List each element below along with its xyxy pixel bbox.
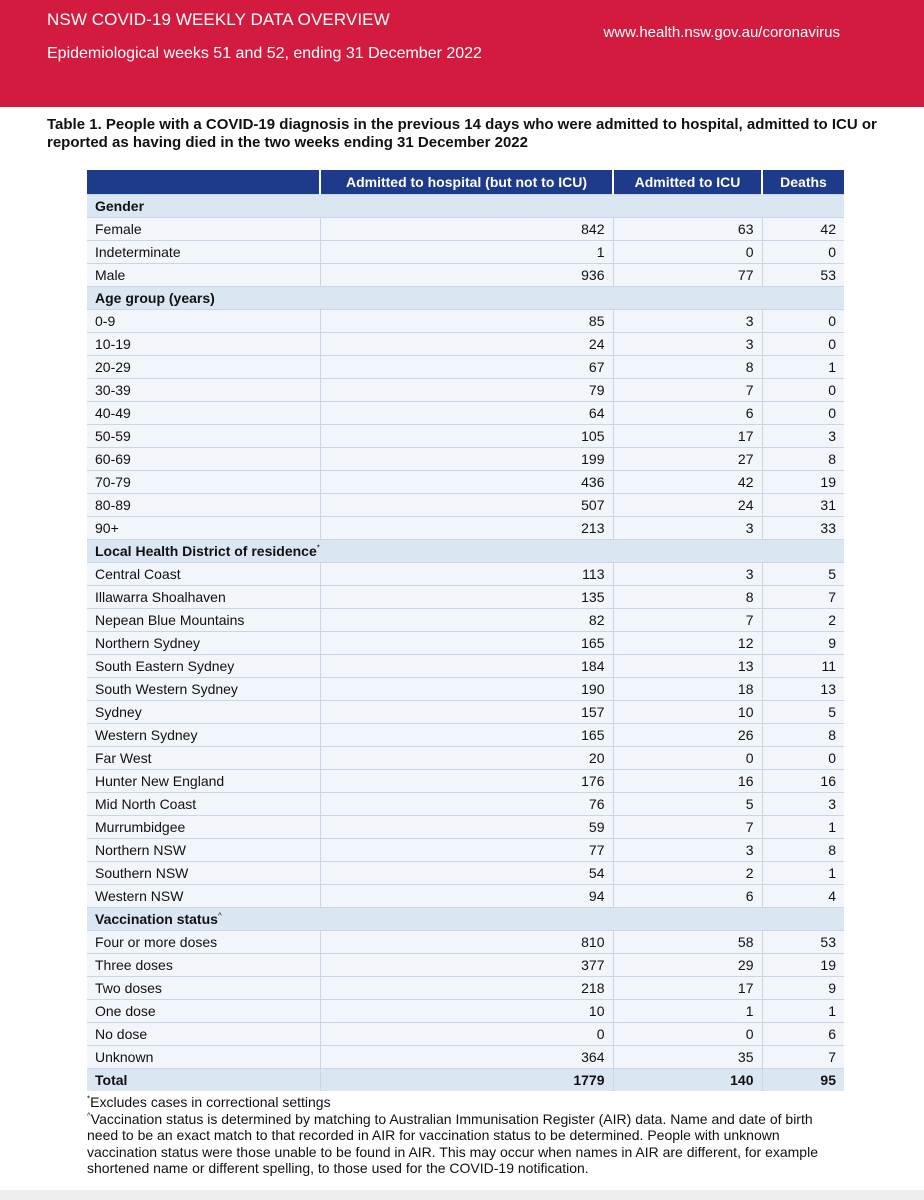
row-label: Female bbox=[87, 217, 320, 240]
icu-count: 2 bbox=[613, 861, 762, 884]
hospital-count: 135 bbox=[320, 585, 613, 608]
deaths-count: 0 bbox=[762, 332, 844, 355]
column-header-icu: Admitted to ICU bbox=[613, 170, 762, 194]
icu-count: 6 bbox=[613, 401, 762, 424]
deaths-count: 0 bbox=[762, 240, 844, 263]
deaths-count: 0 bbox=[762, 746, 844, 769]
hospital-count: 54 bbox=[320, 861, 613, 884]
total-label: Total bbox=[87, 1068, 320, 1091]
icu-count: 63 bbox=[613, 217, 762, 240]
row-label: Two doses bbox=[87, 976, 320, 999]
icu-count: 3 bbox=[613, 516, 762, 539]
icu-count: 42 bbox=[613, 470, 762, 493]
row-label: Illawarra Shoalhaven bbox=[87, 585, 320, 608]
row-label: Far West bbox=[87, 746, 320, 769]
hospital-count: 82 bbox=[320, 608, 613, 631]
hospital-count: 184 bbox=[320, 654, 613, 677]
icu-count: 3 bbox=[613, 332, 762, 355]
total-icu: 140 bbox=[613, 1068, 762, 1091]
row-label: One dose bbox=[87, 999, 320, 1022]
row-label: Northern NSW bbox=[87, 838, 320, 861]
section-row bbox=[87, 194, 844, 217]
table-row bbox=[87, 700, 844, 723]
row-label: Indeterminate bbox=[87, 240, 320, 263]
deaths-count: 5 bbox=[762, 562, 844, 585]
row-label: 0-9 bbox=[87, 309, 320, 332]
row-label: Nepean Blue Mountains bbox=[87, 608, 320, 631]
column-header-category bbox=[87, 170, 320, 194]
section-title-text: Vaccination status bbox=[95, 910, 218, 927]
column-header-deaths: Deaths bbox=[762, 170, 844, 194]
table-row bbox=[87, 631, 844, 654]
table-row bbox=[87, 953, 844, 976]
row-label: Hunter New England bbox=[87, 769, 320, 792]
hospital-count: 64 bbox=[320, 401, 613, 424]
footnote bbox=[87, 1111, 847, 1177]
section-title-text: Gender bbox=[95, 197, 145, 214]
icu-count: 35 bbox=[613, 1045, 762, 1068]
icu-count: 12 bbox=[613, 631, 762, 654]
hospital-count: 76 bbox=[320, 792, 613, 815]
table-row bbox=[87, 999, 844, 1022]
section-row bbox=[87, 539, 844, 562]
row-label: Mid North Coast bbox=[87, 792, 320, 815]
hospital-count: 165 bbox=[320, 723, 613, 746]
table-row bbox=[87, 608, 844, 631]
section-title-text: Age group (years) bbox=[95, 289, 215, 306]
table-row bbox=[87, 976, 844, 999]
row-label: 30-39 bbox=[87, 378, 320, 401]
icu-count: 18 bbox=[613, 677, 762, 700]
icu-count: 3 bbox=[613, 562, 762, 585]
footnote-mark: * bbox=[87, 1094, 91, 1104]
hospital-count: 77 bbox=[320, 838, 613, 861]
hospital-count: 157 bbox=[320, 700, 613, 723]
deaths-count: 6 bbox=[762, 1022, 844, 1045]
hospital-count: 94 bbox=[320, 884, 613, 907]
row-label: 60-69 bbox=[87, 447, 320, 470]
table-row bbox=[87, 516, 844, 539]
icu-count: 6 bbox=[613, 884, 762, 907]
hospital-count: 199 bbox=[320, 447, 613, 470]
page-edge bbox=[0, 1190, 924, 1200]
hospital-count: 507 bbox=[320, 493, 613, 516]
report-subtitle: Epidemiological weeks 51 and 52, ending 31 December 2022 bbox=[47, 45, 482, 62]
icu-count: 17 bbox=[613, 424, 762, 447]
hospital-count: 165 bbox=[320, 631, 613, 654]
table-row bbox=[87, 217, 844, 240]
row-label: 40-49 bbox=[87, 401, 320, 424]
hospital-count: 842 bbox=[320, 217, 613, 240]
hospital-count: 436 bbox=[320, 470, 613, 493]
icu-count: 27 bbox=[613, 447, 762, 470]
row-label: 80-89 bbox=[87, 493, 320, 516]
section-row bbox=[87, 907, 844, 930]
hospital-count: 176 bbox=[320, 769, 613, 792]
table-row bbox=[87, 240, 844, 263]
deaths-count: 2 bbox=[762, 608, 844, 631]
icu-count: 8 bbox=[613, 585, 762, 608]
row-label: Southern NSW bbox=[87, 861, 320, 884]
deaths-count: 1 bbox=[762, 355, 844, 378]
hospital-count: 936 bbox=[320, 263, 613, 286]
data-table bbox=[87, 170, 844, 1091]
icu-count: 7 bbox=[613, 378, 762, 401]
deaths-count: 3 bbox=[762, 424, 844, 447]
footnote-text: Excludes cases in correctional settings bbox=[90, 1094, 331, 1110]
hospital-count: 1 bbox=[320, 240, 613, 263]
row-label: 70-79 bbox=[87, 470, 320, 493]
hospital-count: 20 bbox=[320, 746, 613, 769]
total-deaths: 95 bbox=[762, 1068, 844, 1091]
icu-count: 7 bbox=[613, 608, 762, 631]
table-row bbox=[87, 838, 844, 861]
row-label: Four or more doses bbox=[87, 930, 320, 953]
row-label: 90+ bbox=[87, 516, 320, 539]
row-label: Central Coast bbox=[87, 562, 320, 585]
total-hospital: 1779 bbox=[320, 1068, 613, 1091]
footnote bbox=[87, 1094, 847, 1111]
table-row bbox=[87, 493, 844, 516]
hospital-count: 24 bbox=[320, 332, 613, 355]
row-label: Western Sydney bbox=[87, 723, 320, 746]
icu-count: 5 bbox=[613, 792, 762, 815]
table-row bbox=[87, 792, 844, 815]
deaths-count: 19 bbox=[762, 470, 844, 493]
icu-count: 8 bbox=[613, 355, 762, 378]
row-label: Murrumbidgee bbox=[87, 815, 320, 838]
section-row bbox=[87, 286, 844, 309]
icu-count: 26 bbox=[613, 723, 762, 746]
table-row bbox=[87, 424, 844, 447]
total-row bbox=[87, 1068, 844, 1091]
icu-count: 0 bbox=[613, 1022, 762, 1045]
deaths-count: 11 bbox=[762, 654, 844, 677]
deaths-count: 33 bbox=[762, 516, 844, 539]
row-label: Northern Sydney bbox=[87, 631, 320, 654]
icu-count: 0 bbox=[613, 240, 762, 263]
deaths-count: 0 bbox=[762, 401, 844, 424]
icu-count: 3 bbox=[613, 838, 762, 861]
icu-count: 24 bbox=[613, 493, 762, 516]
table-row bbox=[87, 585, 844, 608]
hospital-count: 67 bbox=[320, 355, 613, 378]
table-row bbox=[87, 401, 844, 424]
column-header-hospital: Admitted to hospital (but not to ICU) bbox=[320, 170, 613, 194]
icu-count: 17 bbox=[613, 976, 762, 999]
hospital-count: 105 bbox=[320, 424, 613, 447]
deaths-count: 7 bbox=[762, 1045, 844, 1068]
hospital-count: 113 bbox=[320, 562, 613, 585]
row-label: Three doses bbox=[87, 953, 320, 976]
hospital-count: 810 bbox=[320, 930, 613, 953]
deaths-count: 13 bbox=[762, 677, 844, 700]
deaths-count: 4 bbox=[762, 884, 844, 907]
section-title bbox=[87, 194, 844, 217]
deaths-count: 8 bbox=[762, 838, 844, 861]
table-row bbox=[87, 723, 844, 746]
table-row bbox=[87, 378, 844, 401]
footnote-mark: ^ bbox=[87, 1110, 91, 1120]
hospital-count: 59 bbox=[320, 815, 613, 838]
table-row bbox=[87, 861, 844, 884]
icu-count: 29 bbox=[613, 953, 762, 976]
deaths-count: 53 bbox=[762, 263, 844, 286]
table-row bbox=[87, 930, 844, 953]
hospital-count: 190 bbox=[320, 677, 613, 700]
row-label: No dose bbox=[87, 1022, 320, 1045]
hospital-count: 10 bbox=[320, 999, 613, 1022]
row-label: South Western Sydney bbox=[87, 677, 320, 700]
hospital-count: 364 bbox=[320, 1045, 613, 1068]
deaths-count: 16 bbox=[762, 769, 844, 792]
row-label: 50-59 bbox=[87, 424, 320, 447]
deaths-count: 5 bbox=[762, 700, 844, 723]
website-link[interactable]: www.health.nsw.gov.au/coronavirus bbox=[603, 24, 840, 41]
footnotes bbox=[87, 1094, 847, 1177]
row-label: Unknown bbox=[87, 1045, 320, 1068]
deaths-count: 7 bbox=[762, 585, 844, 608]
icu-count: 77 bbox=[613, 263, 762, 286]
row-label: Male bbox=[87, 263, 320, 286]
deaths-count: 8 bbox=[762, 723, 844, 746]
icu-count: 3 bbox=[613, 309, 762, 332]
table-row bbox=[87, 654, 844, 677]
table-row bbox=[87, 1045, 844, 1068]
deaths-count: 31 bbox=[762, 493, 844, 516]
table-row bbox=[87, 470, 844, 493]
footnote-text: Vaccination status is determined by matching to Australian Immunisation Register (AIR) data. Name and date of birth need to be an exact match to that recorded in AIR for vaccination status to be determined. People with unknown vaccination status were those unable to be found in AIR. This may occur when names in AIR are different, for example shortened name or different spelling, to those used for the COVID-19 notification. bbox=[87, 1110, 818, 1176]
deaths-count: 3 bbox=[762, 792, 844, 815]
row-label: 10-19 bbox=[87, 332, 320, 355]
section-title-text: Local Health District of residence bbox=[95, 542, 317, 559]
row-label: South Eastern Sydney bbox=[87, 654, 320, 677]
section-title bbox=[87, 539, 844, 562]
icu-count: 16 bbox=[613, 769, 762, 792]
table-row bbox=[87, 263, 844, 286]
deaths-count: 9 bbox=[762, 631, 844, 654]
hospital-count: 213 bbox=[320, 516, 613, 539]
deaths-count: 8 bbox=[762, 447, 844, 470]
deaths-count: 53 bbox=[762, 930, 844, 953]
table-row bbox=[87, 769, 844, 792]
report-title: NSW COVID-19 WEEKLY DATA OVERVIEW bbox=[47, 10, 390, 29]
header-banner bbox=[0, 0, 924, 107]
table-body bbox=[87, 194, 844, 1091]
table-row bbox=[87, 746, 844, 769]
icu-count: 10 bbox=[613, 700, 762, 723]
icu-count: 7 bbox=[613, 815, 762, 838]
row-label: Sydney bbox=[87, 700, 320, 723]
row-label: Western NSW bbox=[87, 884, 320, 907]
table-row bbox=[87, 1022, 844, 1045]
icu-count: 1 bbox=[613, 999, 762, 1022]
table-row bbox=[87, 677, 844, 700]
icu-count: 13 bbox=[613, 654, 762, 677]
row-label: 20-29 bbox=[87, 355, 320, 378]
table-row bbox=[87, 332, 844, 355]
table-row bbox=[87, 355, 844, 378]
hospital-count: 218 bbox=[320, 976, 613, 999]
footnote-mark: ^ bbox=[217, 910, 222, 920]
table-row bbox=[87, 562, 844, 585]
hospital-count: 79 bbox=[320, 378, 613, 401]
table-row bbox=[87, 815, 844, 838]
hospital-count: 377 bbox=[320, 953, 613, 976]
deaths-count: 42 bbox=[762, 217, 844, 240]
table-row bbox=[87, 447, 844, 470]
table-row bbox=[87, 309, 844, 332]
deaths-count: 1 bbox=[762, 815, 844, 838]
deaths-count: 0 bbox=[762, 309, 844, 332]
icu-count: 0 bbox=[613, 746, 762, 769]
icu-count: 58 bbox=[613, 930, 762, 953]
footnote-mark: * bbox=[316, 542, 320, 552]
deaths-count: 1 bbox=[762, 999, 844, 1022]
section-title bbox=[87, 907, 844, 930]
table-row bbox=[87, 884, 844, 907]
table-caption: Table 1. People with a COVID-19 diagnosis in the previous 14 days who were admitted to hospital, admitted to ICU or reported as having died in the two weeks ending 31 December 2022 bbox=[47, 116, 877, 151]
deaths-count: 1 bbox=[762, 861, 844, 884]
deaths-count: 9 bbox=[762, 976, 844, 999]
section-title bbox=[87, 286, 844, 309]
hospital-count: 85 bbox=[320, 309, 613, 332]
deaths-count: 0 bbox=[762, 378, 844, 401]
deaths-count: 19 bbox=[762, 953, 844, 976]
table-header-row bbox=[87, 170, 844, 194]
hospital-count: 0 bbox=[320, 1022, 613, 1045]
